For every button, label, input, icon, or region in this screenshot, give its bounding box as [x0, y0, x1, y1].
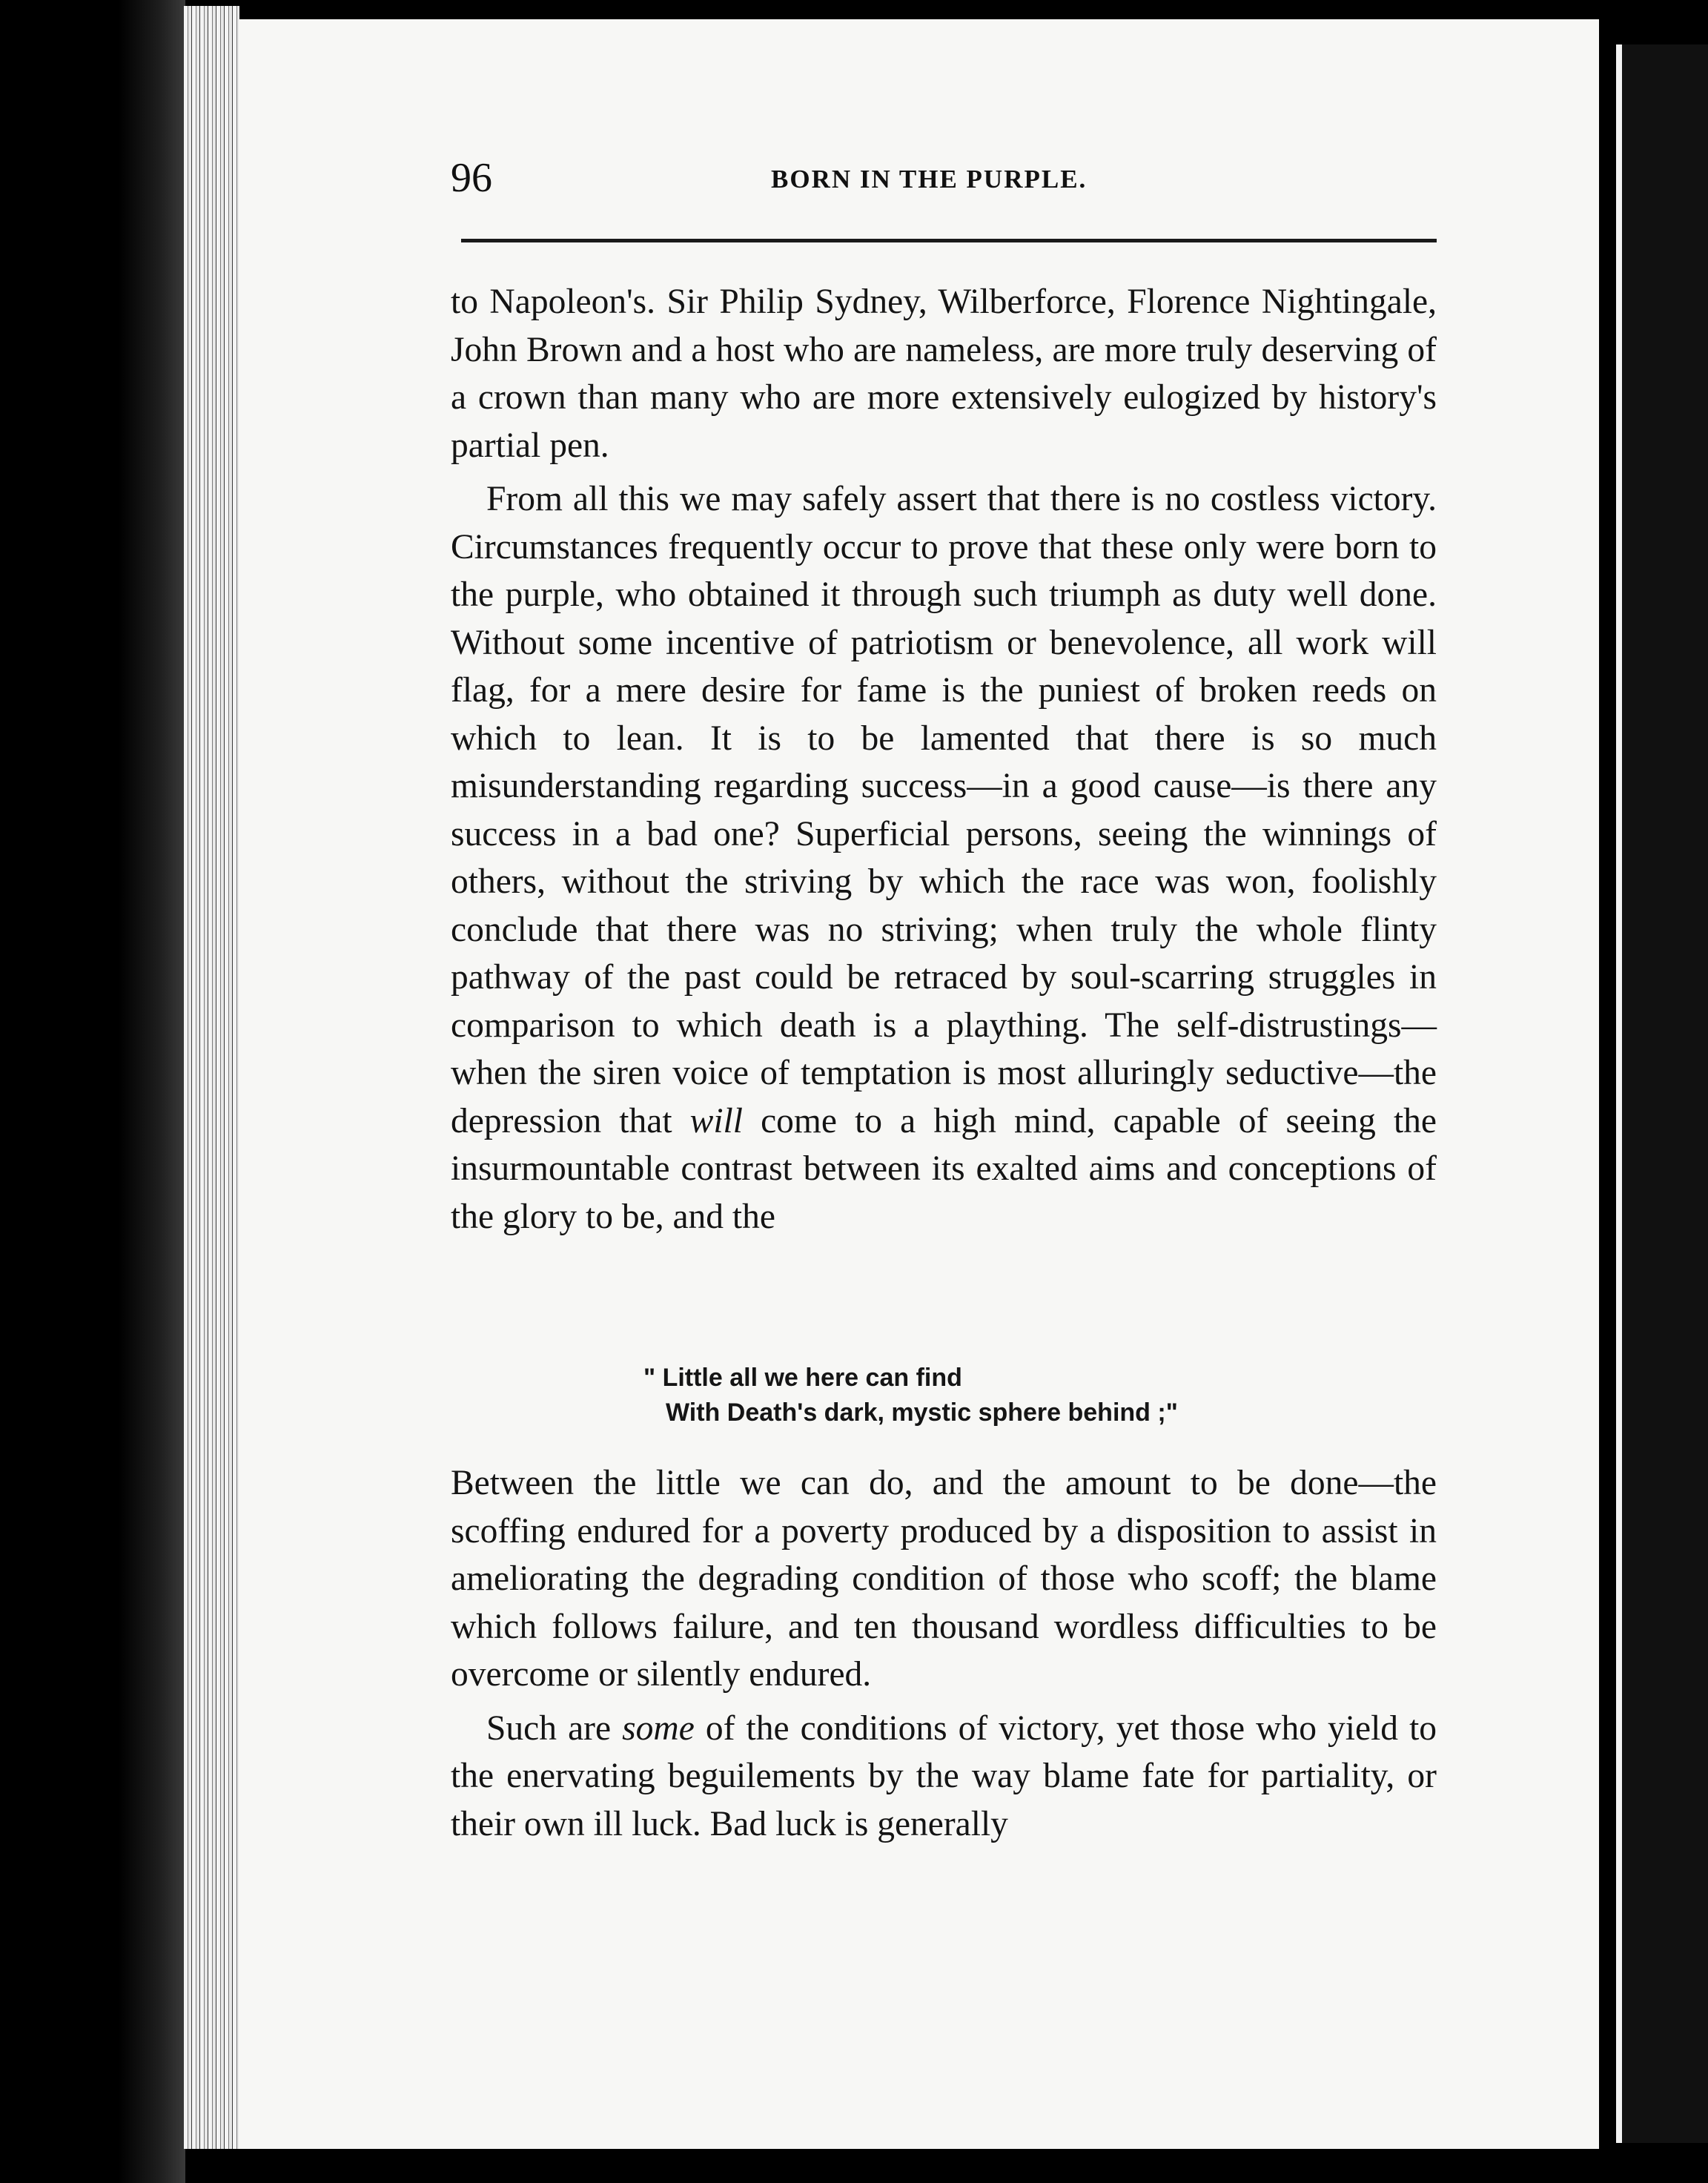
- body-text-lower: [451, 1459, 1437, 1854]
- paragraph-victory-text: From all this we may safely assert that there is no costless victory. Circumstances frequently occur to prove that these only were born to the purple, who obtained it through such triumph as duty well done. Without some incentive of patriotism or benevolence, all work will flag, for a mere desire for fame is the puniest of broken reeds on which to lean. It is to be lamented that there is so much misunderstanding regarding success—in a good cause—is there any success in a bad one? Superficial persons, seeing the winnings of others, without the striving by which the race was won, foolishly conclude that there was no striving; when truly the whole flinty pathway of the past could be retraced by soul-scarring struggles in comparison to which death is a plaything. The self-distrustings—when the siren voice of temptation is most alluringly seductive—the depression that: [451, 480, 1437, 1140]
- stacked-page-edges: [184, 6, 239, 2149]
- paragraph-continued: to Napoleon's. Sir Philip Sydney, Wilberforce, Florence Nightingale, John Brown and a host who are nameless, are more truly deserving of a crown than many who are more extensively eulogized by history's partial pen.: [451, 283, 1437, 465]
- verse-line-2: With Death's dark, mystic sphere behind ;": [666, 1398, 1178, 1427]
- paragraph-victory: [451, 475, 1437, 1241]
- facing-page-edge: [1616, 44, 1708, 2143]
- emphasis-will: will: [689, 1101, 743, 1140]
- paragraph-conditions-rest: of the conditions of victory, yet those who yield to the enervating beguilements by the way blame fate for partiality, or their own ill luck. Bad luck is generally: [451, 1708, 1437, 1843]
- verse-quotation: [643, 1361, 1178, 1430]
- header-rule: [461, 239, 1437, 242]
- running-header: [451, 154, 1437, 206]
- paragraph-conditions: [451, 1705, 1437, 1849]
- emphasis-some: some: [622, 1708, 695, 1748]
- paragraph-between: Between the little we can do, and the amount to be done—the scoffing endured for a poverty produced by a disposition to assist in ameliorating the degrading condition of those who scoff; the blame which follows failure, and ten thousand wordless difficulties to be overcome or silently endured.: [451, 1464, 1437, 1694]
- page-number: 96: [451, 155, 492, 201]
- paragraph-victory-tail: come to a high mind, capable of seeing the insurmountable contrast between its exalted aims and conceptions of the glory to be, and the: [451, 1101, 1437, 1236]
- book-spine-shadow: [119, 0, 185, 2183]
- verse-line-1: " Little all we here can find: [643, 1364, 962, 1392]
- paragraph-conditions-start: Such are: [486, 1708, 612, 1748]
- running-title: BORN IN THE PURPLE.: [771, 165, 1088, 194]
- body-text-upper: [451, 278, 1437, 1246]
